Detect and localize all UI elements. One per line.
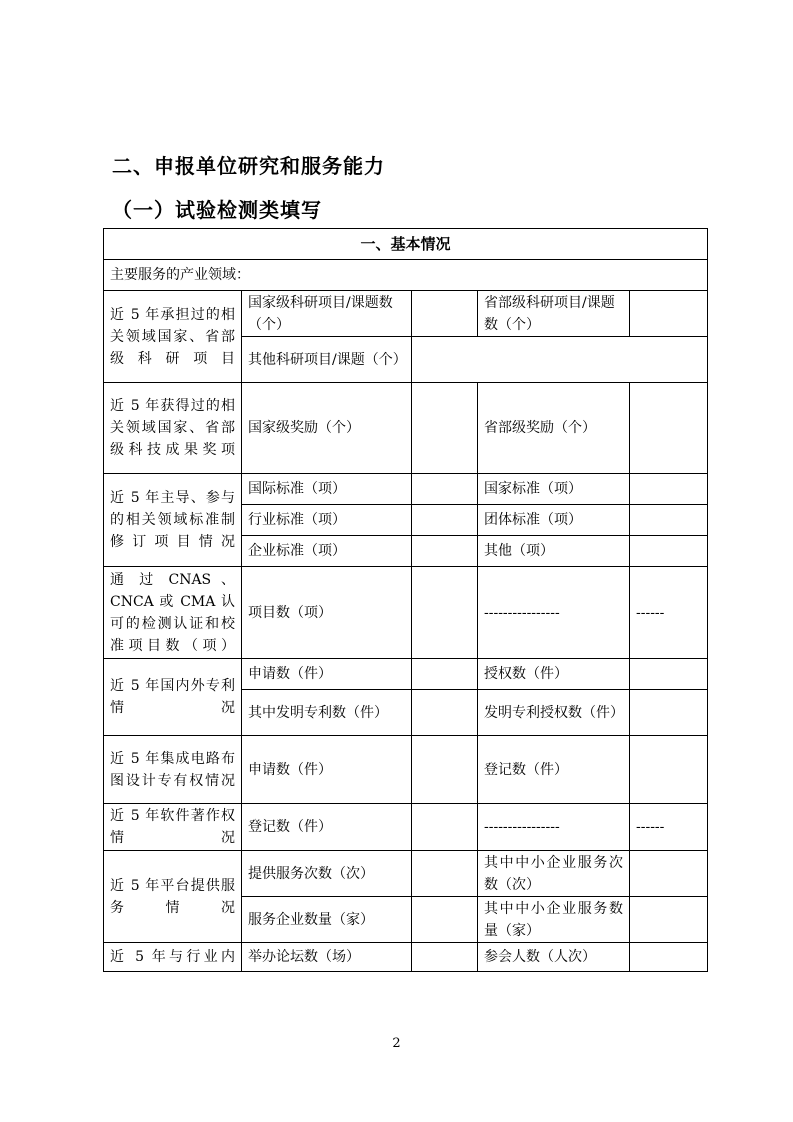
national-projects-input[interactable] (412, 291, 478, 337)
national-standard-input[interactable] (630, 474, 708, 505)
invention-grants-input[interactable] (630, 690, 708, 736)
software-registrations-label: 登记数（件） (242, 804, 412, 851)
placeholder-dashes: ------ (630, 567, 708, 659)
placeholder-dashes: ---------------- (478, 567, 630, 659)
placeholder-dashes: ------ (630, 804, 708, 851)
project-count-label: 项目数（项） (242, 567, 412, 659)
placeholder-dashes: ---------------- (478, 804, 630, 851)
served-sme-label: 其中中小企业服务数量（家） (478, 897, 630, 943)
page-number: 2 (392, 1036, 401, 1051)
served-enterprises-input[interactable] (412, 897, 478, 943)
national-awards-label: 国家级奖励（个） (242, 383, 412, 474)
awards-header: 近 5 年获得过的相关领域国家、省部级科技成果奖项 (104, 383, 242, 474)
served-sme-input[interactable] (630, 897, 708, 943)
service-count-input[interactable] (412, 851, 478, 897)
section-heading: 二、申报单位研究和服务能力 (112, 154, 385, 178)
ic-applications-input[interactable] (412, 736, 478, 804)
provincial-awards-input[interactable] (630, 383, 708, 474)
software-copyright-header: 近 5 年软件著作权情况 (104, 804, 242, 851)
service-count-label: 提供服务次数（次） (242, 851, 412, 897)
basic-info-table (103, 228, 708, 972)
served-enterprises-label: 服务企业数量（家） (242, 897, 412, 943)
invention-patents-input[interactable] (412, 690, 478, 736)
attendees-label: 参会人数（人次） (478, 943, 630, 972)
subsection-heading: （一）试验检测类填写 (112, 198, 322, 222)
provincial-projects-input[interactable] (630, 291, 708, 337)
national-awards-input[interactable] (412, 383, 478, 474)
other-standard-input[interactable] (630, 536, 708, 567)
invention-patents-label: 其中发明专利数（件） (242, 690, 412, 736)
certification-header: 通 过 CNAS 、CNCA 或 CMA 认可的检测认证和校准项目数（项） (104, 567, 242, 659)
other-projects-input[interactable] (412, 337, 708, 383)
sme-service-count-label: 其中中小企业服务次数（次） (478, 851, 630, 897)
ic-layout-header: 近 5 年集成电路布图设计专有权情况 (104, 736, 242, 804)
ic-registrations-label: 登记数（件） (478, 736, 630, 804)
main-service-field-label: 主要服务的产业领域： (104, 260, 708, 291)
attendees-input[interactable] (630, 943, 708, 972)
software-registrations-input[interactable] (412, 804, 478, 851)
standards-header: 近 5 年主导、参与的相关领域标准制修订项目情况 (104, 474, 242, 567)
platform-services-header: 近 5 年平台提供服务情况 (104, 851, 242, 943)
project-count-input[interactable] (412, 567, 478, 659)
patent-applications-label: 申请数（件） (242, 659, 412, 690)
industry-standard-label: 行业标准（项） (242, 505, 412, 536)
invention-grants-label: 发明专利授权数（件） (478, 690, 630, 736)
national-standard-label: 国家标准（项） (478, 474, 630, 505)
patent-applications-input[interactable] (412, 659, 478, 690)
provincial-projects-label: 省部级科研项目/课题数（个） (478, 291, 630, 337)
international-standard-input[interactable] (412, 474, 478, 505)
table-title: 一、基本情况 (104, 229, 708, 260)
group-standard-label: 团体标准（项） (478, 505, 630, 536)
other-projects-label: 其他科研项目/课题（个） (242, 337, 412, 383)
enterprise-standard-label: 企业标准（项） (242, 536, 412, 567)
patents-header: 近 5 年国内外专利情况 (104, 659, 242, 736)
industry-events-header: 近 5 年与行业内 (104, 943, 242, 972)
patent-grants-input[interactable] (630, 659, 708, 690)
ic-applications-label: 申请数（件） (242, 736, 412, 804)
other-standard-label: 其他（项） (478, 536, 630, 567)
industry-standard-input[interactable] (412, 505, 478, 536)
research-projects-header: 近 5 年承担过的相关领域国家、省部级科研项目 (104, 291, 242, 383)
enterprise-standard-input[interactable] (412, 536, 478, 567)
international-standard-label: 国际标准（项） (242, 474, 412, 505)
national-projects-label: 国家级科研项目/课题数（个） (242, 291, 412, 337)
forums-held-label: 举办论坛数（场） (242, 943, 412, 972)
patent-grants-label: 授权数（件） (478, 659, 630, 690)
sme-service-count-input[interactable] (630, 851, 708, 897)
group-standard-input[interactable] (630, 505, 708, 536)
forums-held-input[interactable] (412, 943, 478, 972)
provincial-awards-label: 省部级奖励（个） (478, 383, 630, 474)
ic-registrations-input[interactable] (630, 736, 708, 804)
